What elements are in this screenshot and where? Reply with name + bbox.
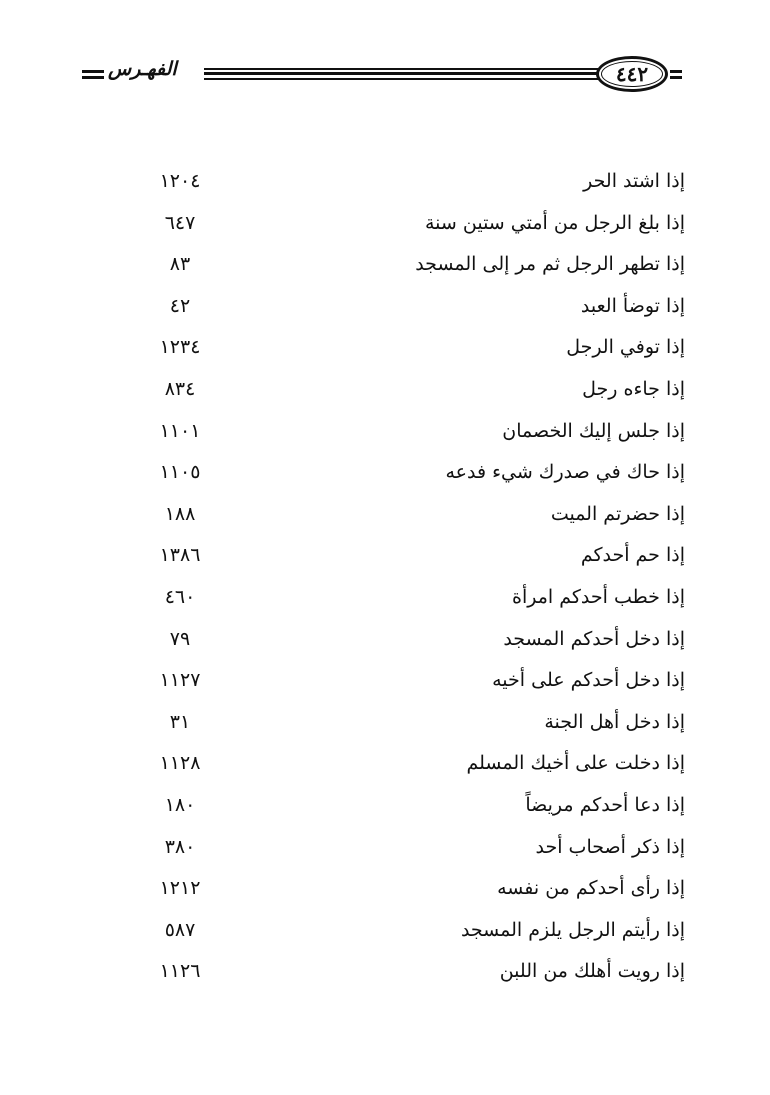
page-number: ٤٤٢: [596, 56, 668, 92]
entry-text: إذا حضرتم الميت: [550, 502, 685, 525]
index-entry: [140, 790, 685, 832]
index-entry: [140, 748, 685, 790]
entry-text: إذا دخلت على أخيك المسلم: [466, 752, 685, 775]
header-dash-left: [82, 70, 104, 79]
entry-text: إذا حم أحدكم: [580, 544, 685, 567]
index-entry: [140, 956, 685, 998]
index-entry: [140, 208, 685, 250]
index-entry: [140, 832, 685, 874]
index-entry: [140, 457, 685, 499]
entry-page-number: ١١٢٦: [159, 960, 201, 983]
index-entry: [140, 374, 685, 416]
entry-page-number: ٤٦٠: [164, 585, 196, 608]
entry-text: إذا ذكر أصحاب أحد: [535, 835, 685, 858]
entry-text: إذا جاءه رجل: [582, 377, 685, 400]
entry-page-number: ٤٢: [169, 294, 191, 317]
entry-page-number: ٧٩: [169, 627, 191, 650]
entry-page-number: ١٨٨: [164, 502, 196, 525]
entry-text: إذا جلس إليك الخصمان: [502, 419, 685, 442]
index-entry: [140, 249, 685, 291]
entry-page-number: ٥٨٧: [164, 918, 196, 941]
entry-page-number: ٣٨٠: [164, 835, 196, 858]
index-entry: [140, 332, 685, 374]
entry-page-number: ١٢٣٤: [159, 336, 201, 359]
page-title: الفهـرس: [108, 58, 177, 80]
index-entry: [140, 582, 685, 624]
entry-page-number: ١١٢٧: [159, 669, 201, 692]
entry-text: إذا حاك في صدرك شيء فدعه: [445, 461, 685, 484]
running-header: [82, 56, 682, 96]
entry-page-number: ١٢١٢: [159, 877, 201, 900]
index-entry: [140, 499, 685, 541]
entry-text: إذا رويت أهلك من اللبن: [499, 960, 685, 983]
entry-page-number: ٦٤٧: [164, 211, 196, 234]
entry-text: إذا دخل أحدكم المسجد: [503, 627, 685, 650]
entry-page-number: ١٣٨٦: [159, 544, 201, 567]
entry-page-number: ١١٠١: [159, 419, 201, 442]
entry-page-number: ١٢٠٤: [159, 170, 201, 192]
entry-text: إذا دخل أهل الجنة: [544, 710, 685, 733]
header-rule: [204, 68, 604, 80]
index-entry: [140, 873, 685, 915]
entry-text: إذا اشتد الحر: [583, 170, 685, 192]
header-dash-right: [670, 70, 682, 79]
entry-text: إذا رأيتم الرجل يلزم المسجد: [460, 918, 685, 941]
index-entry: [140, 166, 685, 208]
entry-page-number: ١١٢٨: [159, 752, 201, 775]
index-entry: [140, 665, 685, 707]
index-entry: [140, 416, 685, 458]
entry-page-number: ٨٣٤: [164, 377, 196, 400]
entry-text: إذا دخل أحدكم على أخيه: [492, 669, 685, 692]
entry-page-number: ٣١: [169, 710, 191, 733]
index-entry: [140, 624, 685, 666]
index-entry: [140, 540, 685, 582]
index-entry: [140, 707, 685, 749]
entry-page-number: ١٨٠: [164, 793, 196, 816]
entry-text: إذا توفي الرجل: [566, 336, 685, 359]
entry-text: إذا بلغ الرجل من أمتي ستين سنة: [425, 211, 685, 234]
index-entry: [140, 291, 685, 333]
index-list: [140, 166, 685, 998]
entry-text: إذا رأى أحدكم من نفسه: [497, 877, 685, 900]
entry-page-number: ١١٠٥: [159, 461, 201, 484]
index-entry: [140, 915, 685, 957]
entry-text: إذا خطب أحدكم امرأة: [512, 585, 685, 608]
entry-page-number: ٨٣: [169, 253, 191, 276]
entry-text: إذا توضأ العبد: [580, 294, 685, 317]
entry-text: إذا دعا أحدكم مريضاً: [525, 793, 685, 816]
entry-text: إذا تطهر الرجل ثم مر إلى المسجد: [415, 253, 685, 276]
